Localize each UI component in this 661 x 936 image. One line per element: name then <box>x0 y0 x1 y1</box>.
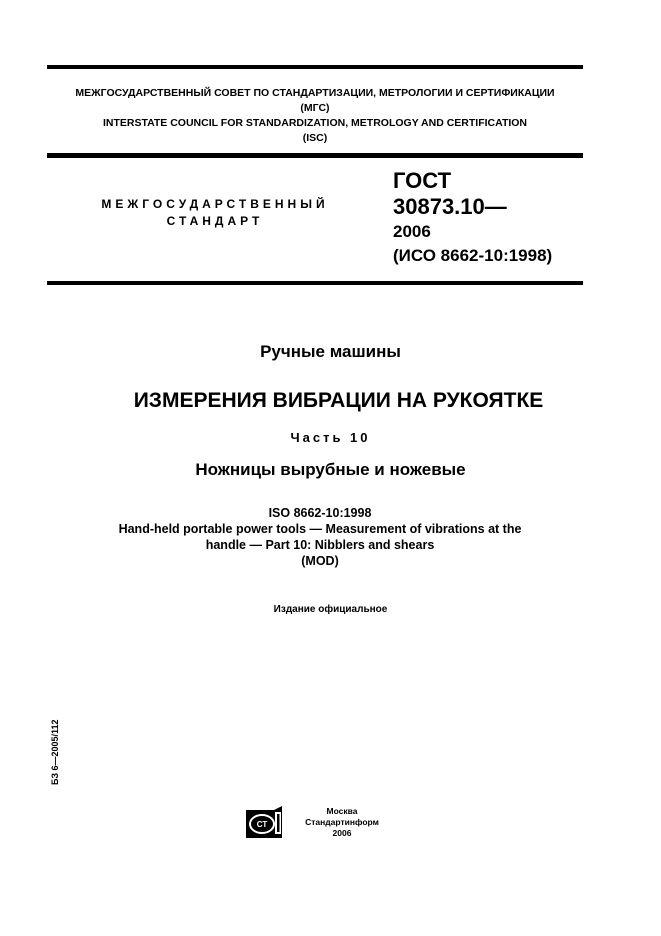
iso-title-block <box>90 505 550 569</box>
council-header <box>47 86 583 146</box>
main-title: ИЗМЕРЕНИЯ ВИБРАЦИИ НА РУКОЯТКЕ <box>133 389 544 412</box>
iso-modification: (MOD) <box>301 554 339 568</box>
edition-label: Издание официальное <box>273 604 388 615</box>
gost-designation <box>393 168 552 268</box>
council-name-ru: МЕЖГОСУДАРСТВЕННЫЙ СОВЕТ ПО СТАНДАРТИЗАЦИИ, МЕТРОЛОГИИ И СЕРТИФИКАЦИИ <box>75 87 555 99</box>
council-abbr-en: (ISC) <box>302 132 328 144</box>
bottom-rule <box>47 281 583 285</box>
standard-label-line2: СТАНДАРТ <box>166 214 264 228</box>
standard-label-line1: МЕЖГОСУДАРСТВЕННЫЙ <box>101 197 329 211</box>
standard-type-label <box>80 196 350 230</box>
iso-number: ISO 8662-10:1998 <box>268 506 372 520</box>
category-title: Ручные машины <box>260 342 401 361</box>
part-label: Часть 10 <box>290 430 371 445</box>
publisher-year: 2006 <box>332 828 352 838</box>
gost-prefix: ГОСТ <box>393 168 452 193</box>
iso-title-line2: handle — Part 10: Nibblers and shears <box>205 538 435 552</box>
publisher-city: Москва <box>326 806 358 816</box>
side-code: БЗ 6—2005/112 <box>50 719 60 785</box>
middle-rule <box>47 153 583 158</box>
top-rule <box>47 65 583 69</box>
council-abbr-ru: (МГС) <box>300 102 330 114</box>
svg-text:СТ: СТ <box>256 820 268 829</box>
subtitle: Ножницы вырубные и ножевые <box>195 460 466 479</box>
gost-year: 2006 <box>393 222 431 241</box>
iso-title-line1: Hand-held portable power tools — Measurement of vibrations at the <box>118 522 522 536</box>
publisher-imprint <box>296 806 388 839</box>
council-name-en: INTERSTATE COUNCIL FOR STANDARDIZATION, METROLOGY AND CERTIFICATION <box>102 117 528 129</box>
publisher-name: Стандартинформ <box>305 817 379 827</box>
gost-number: 30873.10— <box>393 194 507 219</box>
iso-reference: (ИСО 8662-10:1998) <box>393 246 553 265</box>
standartinform-logo-icon <box>246 806 286 838</box>
